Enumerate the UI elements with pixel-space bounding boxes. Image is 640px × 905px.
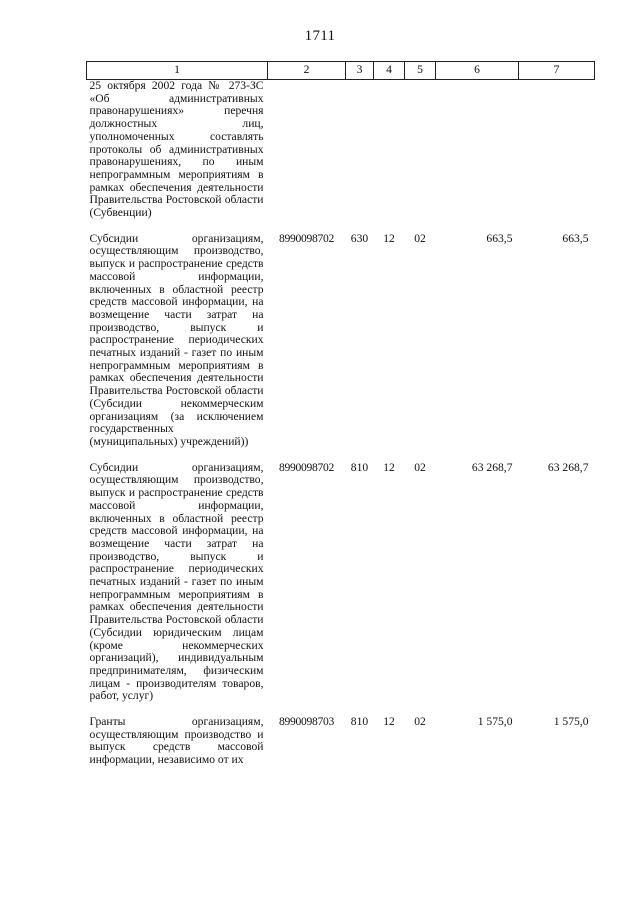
row-spacer bbox=[87, 220, 595, 233]
row-amount-2 bbox=[519, 80, 595, 220]
row-target-article: 8990098702 bbox=[279, 460, 334, 474]
table-row bbox=[87, 462, 595, 703]
row-amount-1: 1 575,0 bbox=[477, 715, 513, 729]
header-col-1: 1 bbox=[87, 62, 268, 80]
row-target-article: 8990098702 bbox=[279, 231, 334, 245]
row-name: 25 октября 2002 года № 273-ЗС «Об административных правонарушениях» перечня должностных лиц, уполномоченных составлять протоколы об административных правонарушениях, по иным непрограммным мероприятиям в рамках обеспечения деятельности Правительства Ростовской области (Субвенции) bbox=[89, 79, 264, 220]
table-row bbox=[87, 80, 595, 220]
row-name: Субсидии организациям, осуществляющим производство, выпуск и распространение средств массовой информации, включенных в областной реестр средств массовой информации, на возмещение части затрат на производство, выпуск и распространение периодических печатных изданий - газет по иным непрограммным мероприятиям в рамках обеспечения деятельности Правительства Ростовской области (Субсидии юридическим лицам (кроме некоммерческих организаций), индивидуальным предпринимателям, физическим лицам - производителям товаров, работ, услуг) bbox=[89, 460, 264, 703]
row-expense-type: 630 bbox=[350, 231, 369, 245]
row-name: Гранты организациям, осуществляющим производство и выпуск средств массовой информации, независимо от их bbox=[89, 715, 264, 767]
row-subsection: 02 bbox=[414, 715, 426, 729]
row-amount-2: 63 268,7 bbox=[547, 460, 589, 474]
row-section: 12 bbox=[383, 460, 395, 474]
row-target-article: 8990098703 bbox=[279, 715, 334, 729]
row-section bbox=[374, 80, 405, 220]
row-section: 12 bbox=[383, 715, 395, 729]
row-amount-1: 63 268,7 bbox=[471, 460, 513, 474]
header-col-4: 4 bbox=[374, 62, 405, 80]
row-subsection: 02 bbox=[414, 460, 426, 474]
budget-table bbox=[86, 61, 595, 767]
header-col-3: 3 bbox=[346, 62, 374, 80]
row-name: Субсидии организациям, осуществляющим производство, выпуск и распространение средств массовой информации, включенных в областной реестр средств массовой информации, на возмещение части затрат на производство, выпуск и распространение периодических печатных изданий - газет по иным непрограммным мероприятиям в рамках обеспечения деятельности Правительства Ростовской области (Субсидии некоммерческим организациям (за исключением государственных (муниципальных) учреждений)) bbox=[89, 231, 264, 448]
page-number: 1711 bbox=[304, 28, 336, 44]
row-amount-1 bbox=[436, 80, 519, 220]
row-expense-type: 810 bbox=[350, 460, 369, 474]
row-section: 12 bbox=[383, 231, 395, 245]
table-row bbox=[87, 716, 595, 767]
row-expense-type bbox=[346, 80, 374, 220]
row-spacer bbox=[87, 449, 595, 462]
row-target-article bbox=[268, 80, 346, 220]
header-row bbox=[87, 62, 595, 80]
row-amount-1: 663,5 bbox=[486, 231, 513, 245]
table-row bbox=[87, 233, 595, 449]
row-amount-2: 1 575,0 bbox=[553, 715, 589, 729]
header-col-2: 2 bbox=[268, 62, 346, 80]
row-amount-2: 663,5 bbox=[562, 231, 589, 245]
row-expense-type: 810 bbox=[350, 715, 369, 729]
row-subsection: 02 bbox=[414, 231, 426, 245]
row-subsection bbox=[405, 80, 436, 220]
header-col-5: 5 bbox=[405, 62, 436, 80]
header-col-7: 7 bbox=[519, 62, 595, 80]
header-col-6: 6 bbox=[436, 62, 519, 80]
